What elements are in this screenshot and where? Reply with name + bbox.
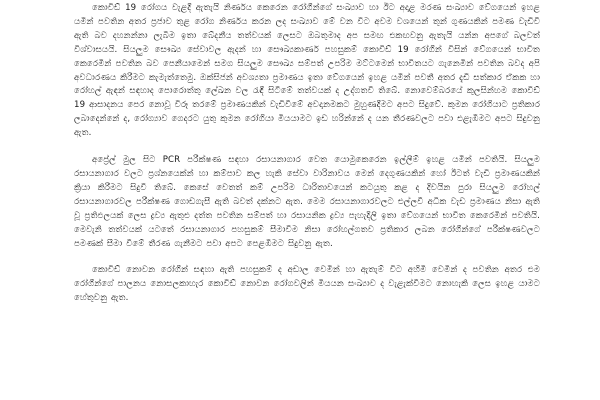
- paragraph-spacer: [74, 251, 540, 264]
- paragraph-3: කොවිඩ් නොවන රෝගීන් සඳහා ඇති පහසුකම් ද අඩාල වෙමින් හා ඇතැම් විට අහිමි වෙමින් ද පවතින අතර එම රෝගීන්ගේ පාලනය නොසලකාහැර කොවිඩ් නොවන රෝගවලින් මියයන සංඛ්‍යාව ද වැළැක්වීමට නොහැකි ලෙස ඉහළ යාමට හේතුවනු ඇත.: [74, 265, 540, 304]
- paragraph-1: කොවිඩ් 19 රෝගය වැළදී ඇතැයි නිර්ණය කෙරෙන රෝගීන්ගේ සංඛ්‍යාව හා ඊට අදාළ මරණ සංඛ්‍යාව වේගයෙන් ඉහළ යමින් පවතින අතර ප්‍රජාව තුළ රෝග නිර්ණය කරන ලද සංඛ්‍යාව මේ වන විට අවම වශයෙන් තුන් ගුණයකින් පමණ වැඩිවී ඇති බව දහනන්නා ලැබීම ඉතා බේදනීය තත්වයක් ලෙසට ඔබතුමාද අප සමඟ එකඟවනු ඇතැයි යන්න අපගේ බලවත් විශ්වාසයයි. සියලුම සෞඛ්‍ය සේවාවල ඇදන් හා සෞඛ්‍යකාර්ණ පහසුකම් කොවිඩ් 19 රෝගීන් විසින් වේගයෙන් භාවිත කෙරෙමින් පවතින බව පෙනීයාමෙන් සමග සියලුම සෞඛ්‍ය සම්පත් උපරිම මට්ටමෙන් භාවිතයට ගැනෙමින් පවතින බවද අපි අවධාරණය කිරීමට කැමැත්තෙමු. ඔක්සිජන් අවශ්‍යතා ප්‍රමාණය ඉතා වේගයෙන් ඉහළ යමින් පවතී අතර දැඩි සත්කාර ඒකක හා රෝහල් ඇඳන් සඳහාද පොරොත්තු ලේඛන වල රැඳී සිටීමේ තත්වයක් ද උද්ගතවී තිබේ. නොවෙම්බරයේ කුලසින්හම කොවිඩ් 19 ආසාදනය පෙර නොවූ විරූ තරමේ ප්‍රමාණයකින් වැඩිවීමේ අවදානමකට මුහුණදීමට අපට සිදුවේ. කුමන රෝගියාට ප්‍රතිකාර ලබාදෙන්නේ ද, රෝග්‍යාව ගෙදරට යුතු කුමන රෝගියා මියයාමට ඉඩ හරින්නේ ද යන තීරණවලට පවා එළැඹීමට අපට සිදුවනු ඇත.: [74, 3, 540, 139]
- paragraph-2: අප්‍රේල් මුල සිට PCR පරීක්ෂණ සඳහා රසායනාගාර වෙත යොමුකෙරෙන ඉල්ලීම් ඉහළ යමින් පවතියි. සියලුම රසායනාගාර වලට ප්‍රශ්නයෙක්න් හා කම්පාව කල හැකි සේවා වාරිනාවය මෙන් දෙගුණයකින් හෝ ඊටත් වැඩි ප්‍රමාණයකින් ක්‍රියා කිරීමට සිදුවී තිබේ. කෙසේ වෙතත් කම් උපරිම ධාරිතාවයෙන් කටයුතු කළ ද දිවයින පුරා සියලුම රෝහල් රසායනාගාරවල පරීක්ෂණ ගොඩගැසී ඇති බවත් දක්නට ඇත. මෙම රසායනාගාරවලට එල්ලවී අධික වැඩ ප්‍රමාණය නිසා ඇති වූ ප්‍රතිඵලයක් ලෙස ද්‍රව්‍ය ඇතුළු දත්ත පවතින සම්පත් හා රසායනික ද්‍රව්‍ය පැහැදිලි ඉතා වේගයෙන් භාවිත කෙරෙමින් පවතියි. මෙවැනි තත්වයක් යටතේ රසායනාගාර පහසුකම් සීමාවීම නිසා රෝහල්ගතව ප්‍රතිකාර ලබන රෝගීන්ගේ පරීක්ෂණවලට පමණක් සීමා වීමේ තීරණ ගැනීමට පවා අපට පෙළඹීමට සිදුවනු ඇත.: [74, 155, 540, 249]
- paragraph-spacer: [74, 141, 540, 154]
